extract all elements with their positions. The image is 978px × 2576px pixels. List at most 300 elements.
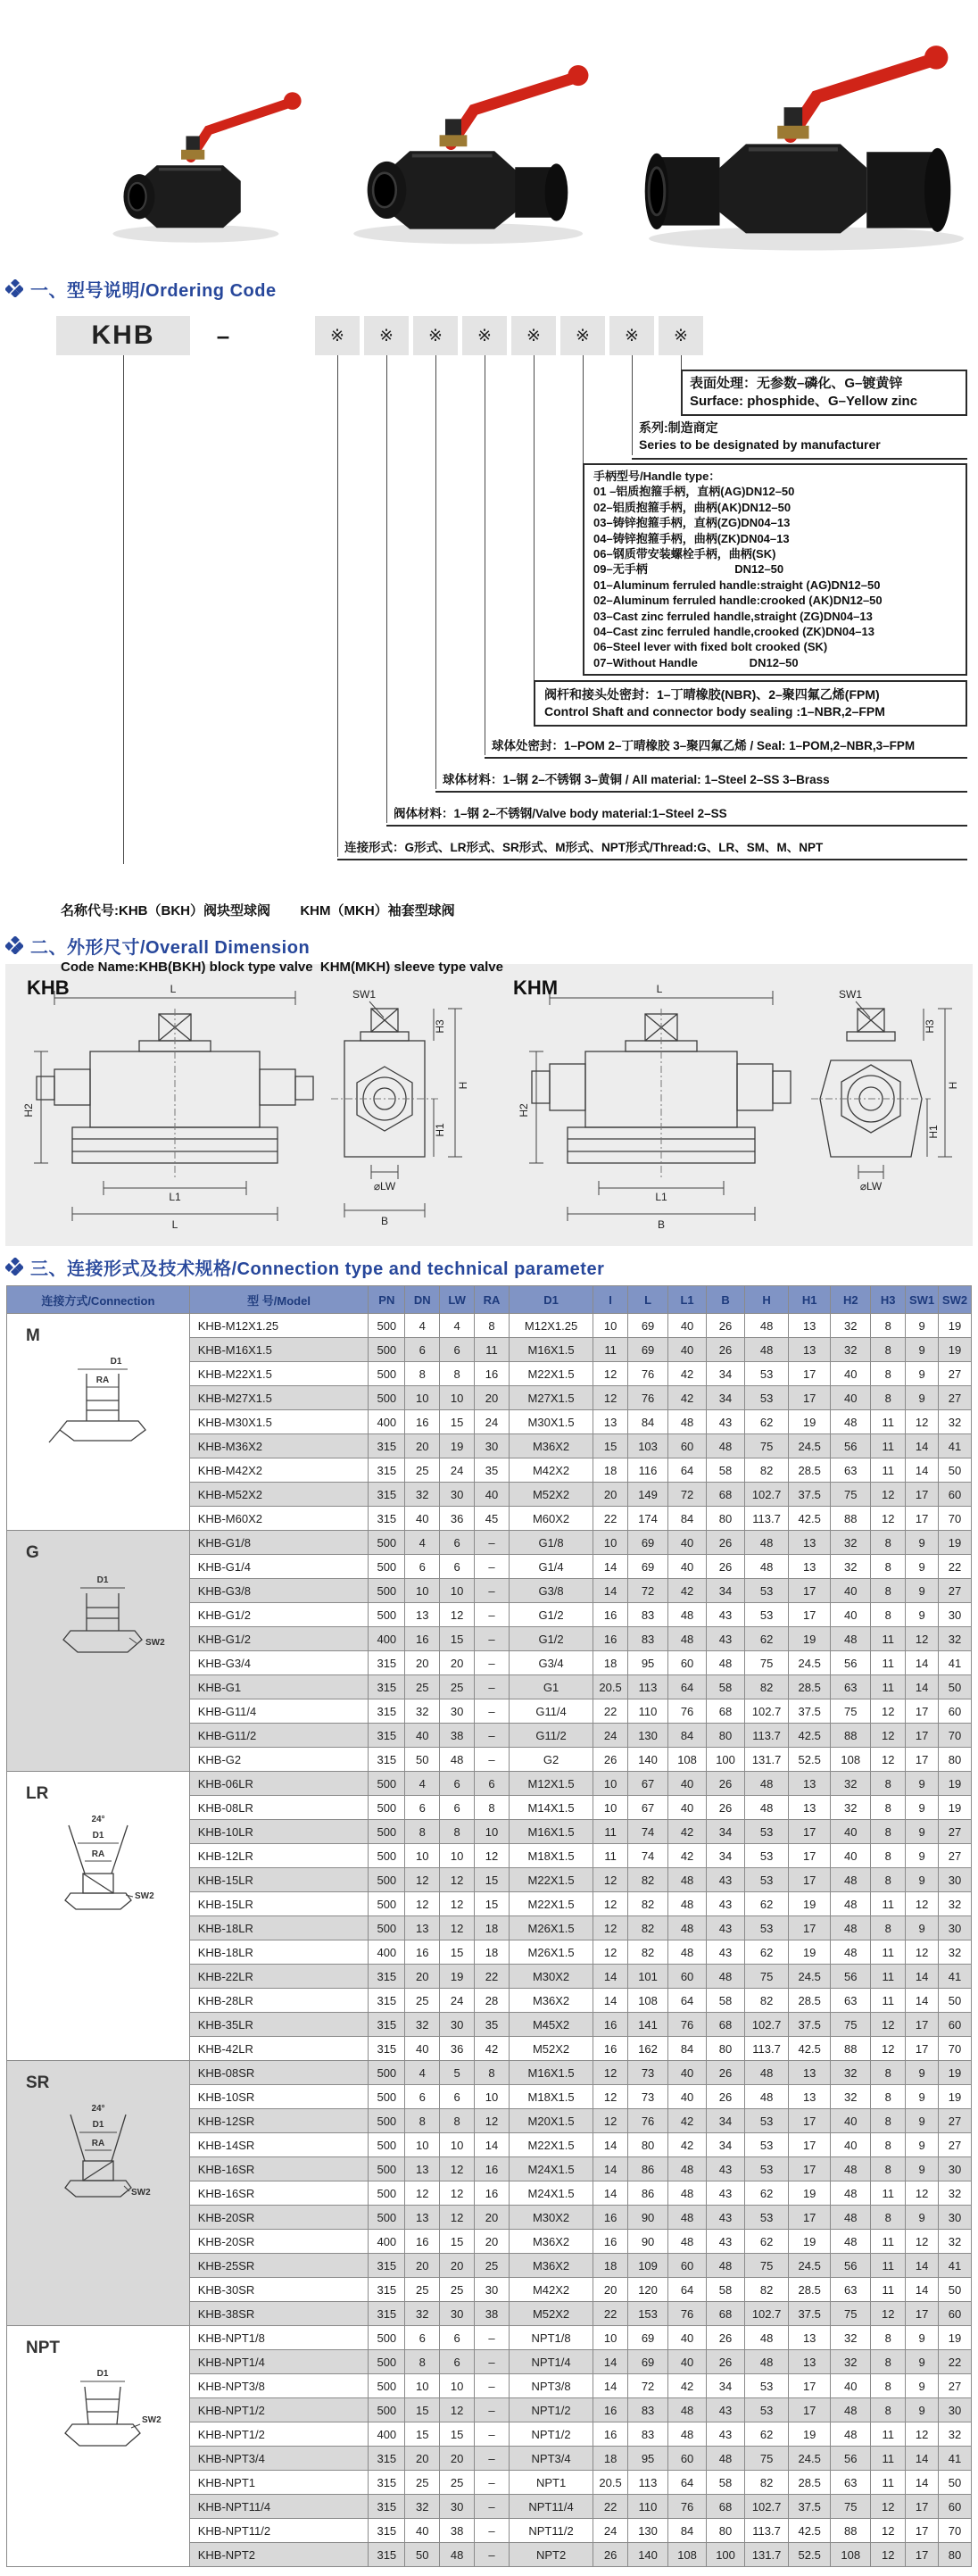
value-cell: 83 [628, 1603, 668, 1627]
value-cell: 8 [475, 1314, 510, 1338]
value-cell: 11 [871, 1458, 906, 1483]
value-cell: 88 [831, 2519, 871, 2543]
value-cell: 40 [405, 1724, 440, 1748]
value-cell: 8 [871, 2157, 906, 2181]
value-cell: 141 [628, 2013, 668, 2037]
value-cell: 22 [939, 1555, 972, 1579]
value-cell: 30 [939, 2157, 972, 2181]
value-cell: 8 [871, 2374, 906, 2398]
value-cell: 30 [475, 1434, 510, 1458]
value-cell: 42.5 [789, 2519, 831, 2543]
value-cell: 41 [939, 2447, 972, 2471]
value-cell: 70 [939, 1724, 972, 1748]
value-cell: 75 [745, 2254, 789, 2278]
value-cell: 9 [906, 2350, 939, 2374]
value-cell: 14 [906, 2254, 939, 2278]
value-cell: 35 [475, 1458, 510, 1483]
value-cell: G1/8 [509, 1531, 593, 1555]
value-cell: 17 [906, 2013, 939, 2037]
annotation-series [632, 418, 967, 460]
value-cell: 24.5 [789, 1965, 831, 1989]
value-cell: 63 [831, 1458, 871, 1483]
value-cell: 315 [369, 2495, 405, 2519]
value-cell: 8 [405, 2350, 440, 2374]
value-cell: 500 [369, 1314, 405, 1338]
connection-group-label: NPT [26, 2339, 60, 2357]
model-cell: KHB-12SR [189, 2109, 369, 2133]
table-header-row [7, 1286, 972, 1314]
value-cell: 48 [831, 1892, 871, 1916]
col-l: L [628, 1286, 668, 1314]
value-cell: 37.5 [789, 2495, 831, 2519]
leader-line [632, 355, 633, 455]
value-cell: 48 [745, 1555, 789, 1579]
value-cell: 12 [906, 1410, 939, 1434]
value-cell: 20 [405, 1434, 440, 1458]
value-cell: 26 [707, 1555, 745, 1579]
handle-type-line: 01 –铝质抱箍手柄，直柄(AG)DN12–50 [593, 485, 795, 499]
handle-type-line: 01–Aluminum ferruled handle:straight (AG)DN12–50 [593, 578, 881, 592]
model-cell: KHB-06LR [189, 1772, 369, 1796]
value-cell: G11/2 [509, 1724, 593, 1748]
value-cell: 9 [906, 2061, 939, 2085]
code-dash: – [216, 321, 230, 349]
code-placeholder-box: ※ [560, 316, 605, 355]
value-cell: M22X1.5 [509, 1868, 593, 1892]
code-name-cn: 名称代号:KHB（BKH）阀块型球阀 KHM（MKH）袖套型球阀 [61, 903, 455, 918]
value-cell: 500 [369, 1820, 405, 1844]
value-cell: 42 [668, 1386, 707, 1410]
value-cell: 69 [628, 1314, 668, 1338]
value-cell: 24.5 [789, 2254, 831, 2278]
value-cell: 63 [831, 1675, 871, 1699]
value-cell: 17 [906, 2519, 939, 2543]
value-cell: 28.5 [789, 1458, 831, 1483]
value-cell: 53 [745, 1844, 789, 1868]
value-cell: 11 [871, 1940, 906, 1965]
value-cell: 48 [707, 1434, 745, 1458]
value-cell: 27 [939, 1386, 972, 1410]
connection-group-npt [7, 2326, 190, 2567]
leader-line [681, 355, 682, 370]
value-cell: 30 [939, 2398, 972, 2422]
model-cell: KHB-NPT1/2 [189, 2398, 369, 2422]
value-cell: 16 [593, 2013, 628, 2037]
handle-type-line: 04–Cast zinc ferruled handle,crooked (ZK)DN04–13 [593, 625, 874, 639]
value-cell: 6 [440, 2085, 475, 2109]
value-cell: 48 [668, 2157, 707, 2181]
value-cell: 48 [707, 1651, 745, 1675]
product-photos [0, 0, 978, 268]
series-cn: 系列:制造商定 [639, 420, 718, 435]
col-model: 型 号/Model [189, 1286, 369, 1314]
value-cell: 110 [628, 1699, 668, 1724]
value-cell: 11 [871, 2254, 906, 2278]
svg-text:D1: D1 [96, 2369, 109, 2379]
value-cell: 14 [593, 2181, 628, 2206]
value-cell: 48 [745, 1338, 789, 1362]
value-cell: 17 [789, 2398, 831, 2422]
value-cell: 12 [440, 2398, 475, 2422]
value-cell: 53 [745, 1868, 789, 1892]
value-cell: 11 [593, 1338, 628, 1362]
value-cell: 20 [475, 2230, 510, 2254]
value-cell: 18 [475, 1940, 510, 1965]
code-name-en: Code Name:KHB(BKH) block type valve KHM(MKH) sleeve type valve [61, 960, 503, 975]
value-cell: 8 [475, 2061, 510, 2085]
code-placeholder-box: ※ [659, 316, 703, 355]
col-ra: RA [475, 1286, 510, 1314]
annotation-ball-seal: 球体处密封：1–POM 2–丁晴橡胶 3–聚四氟乙烯 / Seal: 1–POM,2–NBR,3–FPM [485, 734, 967, 759]
value-cell: – [475, 2374, 510, 2398]
svg-text:H: H [457, 1081, 469, 1090]
value-cell: 32 [831, 1796, 871, 1820]
value-cell: 68 [707, 1699, 745, 1724]
value-cell: 400 [369, 1627, 405, 1651]
value-cell: 53 [745, 1579, 789, 1603]
value-cell: 64 [668, 1989, 707, 2013]
value-cell: 62 [745, 1410, 789, 1434]
value-cell: 11 [871, 2230, 906, 2254]
value-cell: 14 [906, 1434, 939, 1458]
value-cell: 20 [440, 2447, 475, 2471]
connection-group-label: SR [26, 2073, 50, 2092]
value-cell: 64 [668, 1675, 707, 1699]
value-cell: 43 [707, 2422, 745, 2447]
value-cell: 26 [593, 2543, 628, 2567]
value-cell: 131.7 [745, 1748, 789, 1772]
value-cell: 500 [369, 2326, 405, 2350]
model-cell: KHB-G3/4 [189, 1651, 369, 1675]
value-cell: 32 [405, 2495, 440, 2519]
value-cell: – [475, 1627, 510, 1651]
value-cell: 40 [668, 2326, 707, 2350]
value-cell: M26X1.5 [509, 1940, 593, 1965]
value-cell: 76 [628, 1386, 668, 1410]
annotation-connection-type: 连接形式：G形式、LR形式、SR形式、M形式、NPT形式/Thread:G、LR、SM、M、NPT [337, 835, 967, 860]
value-cell: 12 [475, 2109, 510, 2133]
leader-line [583, 355, 584, 463]
value-cell: 48 [668, 2230, 707, 2254]
value-cell: 10 [405, 1386, 440, 1410]
value-cell: 12 [440, 1916, 475, 1940]
value-cell: 8 [871, 1314, 906, 1338]
value-cell: 82 [628, 1916, 668, 1940]
value-cell: 16 [593, 2422, 628, 2447]
annotation-ball-material: 球体材料：1–钢 2–不锈钢 3–黄铜 / All material: 1–Steel 2–SS 3–Brass [435, 768, 967, 793]
value-cell: 30 [440, 2495, 475, 2519]
value-cell: 62 [745, 2230, 789, 2254]
value-cell: 17 [906, 2302, 939, 2326]
value-cell: – [475, 1555, 510, 1579]
value-cell: 84 [668, 1724, 707, 1748]
value-cell: M52X2 [509, 1483, 593, 1507]
value-cell: 27 [939, 1362, 972, 1386]
value-cell: 26 [707, 1531, 745, 1555]
value-cell: 11 [871, 1627, 906, 1651]
value-cell: 60 [939, 2013, 972, 2037]
value-cell: 20 [475, 2206, 510, 2230]
value-cell: 84 [668, 1507, 707, 1531]
value-cell: 15 [475, 1892, 510, 1916]
value-cell: 18 [593, 2447, 628, 2471]
value-cell: M22X1.5 [509, 1892, 593, 1916]
value-cell: 34 [707, 1579, 745, 1603]
svg-text:L: L [170, 983, 177, 995]
value-cell: 315 [369, 1675, 405, 1699]
value-cell: 11 [871, 2278, 906, 2302]
value-cell: 12 [405, 1892, 440, 1916]
model-cell: KHB-G11/4 [189, 1699, 369, 1724]
value-cell: 74 [628, 1844, 668, 1868]
table-row [7, 1531, 972, 1555]
value-cell: 28.5 [789, 1989, 831, 2013]
svg-text:SW2: SW2 [130, 2188, 151, 2198]
value-cell: 56 [831, 1965, 871, 1989]
value-cell: 26 [707, 1314, 745, 1338]
value-cell: 17 [906, 1699, 939, 1724]
value-cell: 42 [668, 2374, 707, 2398]
value-cell: 60 [939, 2495, 972, 2519]
model-cell: KHB-M22X1.5 [189, 1362, 369, 1386]
value-cell: 19 [789, 2181, 831, 2206]
value-cell: 13 [789, 2350, 831, 2374]
value-cell: 17 [789, 1362, 831, 1386]
value-cell: 82 [745, 1675, 789, 1699]
value-cell: 75 [831, 1483, 871, 1507]
svg-text:H2: H2 [518, 1103, 530, 1118]
value-cell: 11 [871, 1675, 906, 1699]
value-cell: 130 [628, 1724, 668, 1748]
value-cell: M12X1.25 [509, 1314, 593, 1338]
value-cell: 109 [628, 2254, 668, 2278]
value-cell: 40 [405, 2037, 440, 2061]
value-cell: M16X1.5 [509, 2061, 593, 2085]
value-cell: 19 [789, 1410, 831, 1434]
spec-table [6, 1285, 972, 2567]
value-cell: M18X1.5 [509, 2085, 593, 2109]
value-cell: 17 [789, 2374, 831, 2398]
value-cell: 500 [369, 1362, 405, 1386]
value-cell: 10 [475, 2085, 510, 2109]
value-cell: 40 [475, 1483, 510, 1507]
value-cell: 95 [628, 2447, 668, 2471]
value-cell: 9 [906, 1820, 939, 1844]
value-cell: 69 [628, 2326, 668, 2350]
value-cell: 48 [831, 1410, 871, 1434]
leader-line-khb [123, 355, 124, 864]
value-cell: 22 [593, 2302, 628, 2326]
value-cell: 14 [593, 1989, 628, 2013]
value-cell: – [475, 1651, 510, 1675]
value-cell: 11 [593, 1820, 628, 1844]
value-cell: 9 [906, 1314, 939, 1338]
spec-table-body [7, 1314, 972, 2567]
value-cell: 500 [369, 1772, 405, 1796]
value-cell: 12 [906, 2181, 939, 2206]
svg-text:SW2: SW2 [145, 1638, 165, 1648]
value-cell: 108 [628, 1989, 668, 2013]
value-cell: 56 [831, 1434, 871, 1458]
value-cell: 14 [906, 1675, 939, 1699]
value-cell: 40 [831, 1820, 871, 1844]
value-cell: 40 [831, 2133, 871, 2157]
value-cell: 20 [440, 1651, 475, 1675]
value-cell: 67 [628, 1772, 668, 1796]
value-cell: 17 [906, 1724, 939, 1748]
value-cell: 20 [593, 1483, 628, 1507]
value-cell: 400 [369, 1940, 405, 1965]
value-cell: 50 [405, 1748, 440, 1772]
value-cell: 32 [405, 1483, 440, 1507]
value-cell: 16 [405, 2230, 440, 2254]
value-cell: 14 [593, 1579, 628, 1603]
value-cell: 9 [906, 2085, 939, 2109]
value-cell: 42.5 [789, 1724, 831, 1748]
value-cell: 48 [668, 1916, 707, 1940]
value-cell: 10 [405, 2374, 440, 2398]
value-cell: 12 [871, 2302, 906, 2326]
value-cell: 24.5 [789, 1651, 831, 1675]
value-cell: 36 [440, 1507, 475, 1531]
value-cell: 113.7 [745, 1507, 789, 1531]
value-cell: M24X1.5 [509, 2181, 593, 2206]
value-cell: 500 [369, 2181, 405, 2206]
value-cell: 17 [789, 2109, 831, 2133]
value-cell: 75 [831, 2495, 871, 2519]
value-cell: 60 [668, 1965, 707, 1989]
value-cell: 102.7 [745, 1699, 789, 1724]
model-cell: KHB-NPT11/4 [189, 2495, 369, 2519]
model-cell: KHB-G1/2 [189, 1603, 369, 1627]
value-cell: 25 [475, 2254, 510, 2278]
value-cell: 6 [405, 2326, 440, 2350]
value-cell: 11 [871, 1410, 906, 1434]
value-cell: 17 [789, 1386, 831, 1410]
value-cell: 30 [939, 1868, 972, 1892]
value-cell: 48 [707, 2447, 745, 2471]
value-cell: 25 [405, 2471, 440, 2495]
value-cell: 32 [831, 1555, 871, 1579]
value-cell: 53 [745, 2374, 789, 2398]
model-cell: KHB-15LR [189, 1892, 369, 1916]
value-cell: 8 [440, 1820, 475, 1844]
value-cell: 11 [871, 1434, 906, 1458]
value-cell: 12 [906, 2422, 939, 2447]
value-cell: 88 [831, 1724, 871, 1748]
value-cell: 8 [871, 1796, 906, 1820]
value-cell: 34 [707, 1844, 745, 1868]
value-cell: 16 [405, 1627, 440, 1651]
svg-text:24°: 24° [91, 1815, 105, 1824]
value-cell: 500 [369, 1868, 405, 1892]
value-cell: 500 [369, 1916, 405, 1940]
value-cell: 52.5 [789, 1748, 831, 1772]
value-cell: 28.5 [789, 2471, 831, 2495]
value-cell: 315 [369, 2037, 405, 2061]
value-cell: 8 [871, 1772, 906, 1796]
value-cell: 16 [405, 1410, 440, 1434]
value-cell: 38 [475, 2302, 510, 2326]
value-cell: 400 [369, 2422, 405, 2447]
value-cell: 12 [593, 1868, 628, 1892]
value-cell: – [475, 1603, 510, 1627]
value-cell: 75 [745, 1651, 789, 1675]
value-cell: 68 [707, 1483, 745, 1507]
value-cell: 69 [628, 2350, 668, 2374]
value-cell: 95 [628, 1651, 668, 1675]
value-cell: 315 [369, 2519, 405, 2543]
value-cell: G1 [509, 1675, 593, 1699]
value-cell: 13 [789, 2326, 831, 2350]
svg-text:D1: D1 [92, 1831, 104, 1841]
value-cell: 83 [628, 1627, 668, 1651]
value-cell: 113.7 [745, 2519, 789, 2543]
value-cell: – [475, 2519, 510, 2543]
value-cell: 40 [405, 1507, 440, 1531]
model-cell: KHB-G1/8 [189, 1531, 369, 1555]
value-cell: 82 [628, 1940, 668, 1965]
value-cell: 43 [707, 2206, 745, 2230]
value-cell: 75 [831, 1699, 871, 1724]
value-cell: 40 [831, 1844, 871, 1868]
value-cell: 19 [440, 1965, 475, 1989]
value-cell: 113 [628, 1675, 668, 1699]
surface-cn: 表面处理：无参数–磷化、G–镀黄锌 [690, 376, 903, 391]
value-cell: 35 [475, 2013, 510, 2037]
value-cell: NPT1 [509, 2471, 593, 2495]
value-cell: 12 [593, 1916, 628, 1940]
col-b: B [707, 1286, 745, 1314]
model-cell: KHB-M12X1.25 [189, 1314, 369, 1338]
value-cell: 9 [906, 1772, 939, 1796]
value-cell: 48 [831, 2230, 871, 2254]
model-cell: KHB-16SR [189, 2181, 369, 2206]
value-cell: 58 [707, 2278, 745, 2302]
value-cell: 32 [831, 1772, 871, 1796]
value-cell: 315 [369, 1651, 405, 1675]
value-cell: 48 [440, 2543, 475, 2567]
value-cell: 140 [628, 2543, 668, 2567]
value-cell: 108 [668, 1748, 707, 1772]
value-cell: 19 [939, 2326, 972, 2350]
value-cell: 36 [440, 2037, 475, 2061]
value-cell: 53 [745, 1916, 789, 1940]
value-cell: 56 [831, 2447, 871, 2471]
value-cell: M45X2 [509, 2013, 593, 2037]
value-cell: 48 [831, 1627, 871, 1651]
value-cell: NPT3/8 [509, 2374, 593, 2398]
model-cell: KHB-NPT3/4 [189, 2447, 369, 2471]
col-lw: LW [440, 1286, 475, 1314]
value-cell: 43 [707, 2230, 745, 2254]
value-cell: 41 [939, 1434, 972, 1458]
value-cell: 50 [939, 1989, 972, 2013]
value-cell: 56 [831, 2254, 871, 2278]
value-cell: 48 [668, 2181, 707, 2206]
svg-text:SW1: SW1 [352, 988, 377, 1001]
svg-text:D1: D1 [96, 1575, 109, 1585]
value-cell: 102.7 [745, 1483, 789, 1507]
model-cell: KHB-15LR [189, 1868, 369, 1892]
value-cell: M52X2 [509, 2302, 593, 2326]
value-cell: 149 [628, 1483, 668, 1507]
value-cell: 48 [668, 1410, 707, 1434]
value-cell: 30 [939, 2206, 972, 2230]
value-cell: 8 [440, 2109, 475, 2133]
value-cell: 43 [707, 2398, 745, 2422]
value-cell: 8 [871, 2061, 906, 2085]
